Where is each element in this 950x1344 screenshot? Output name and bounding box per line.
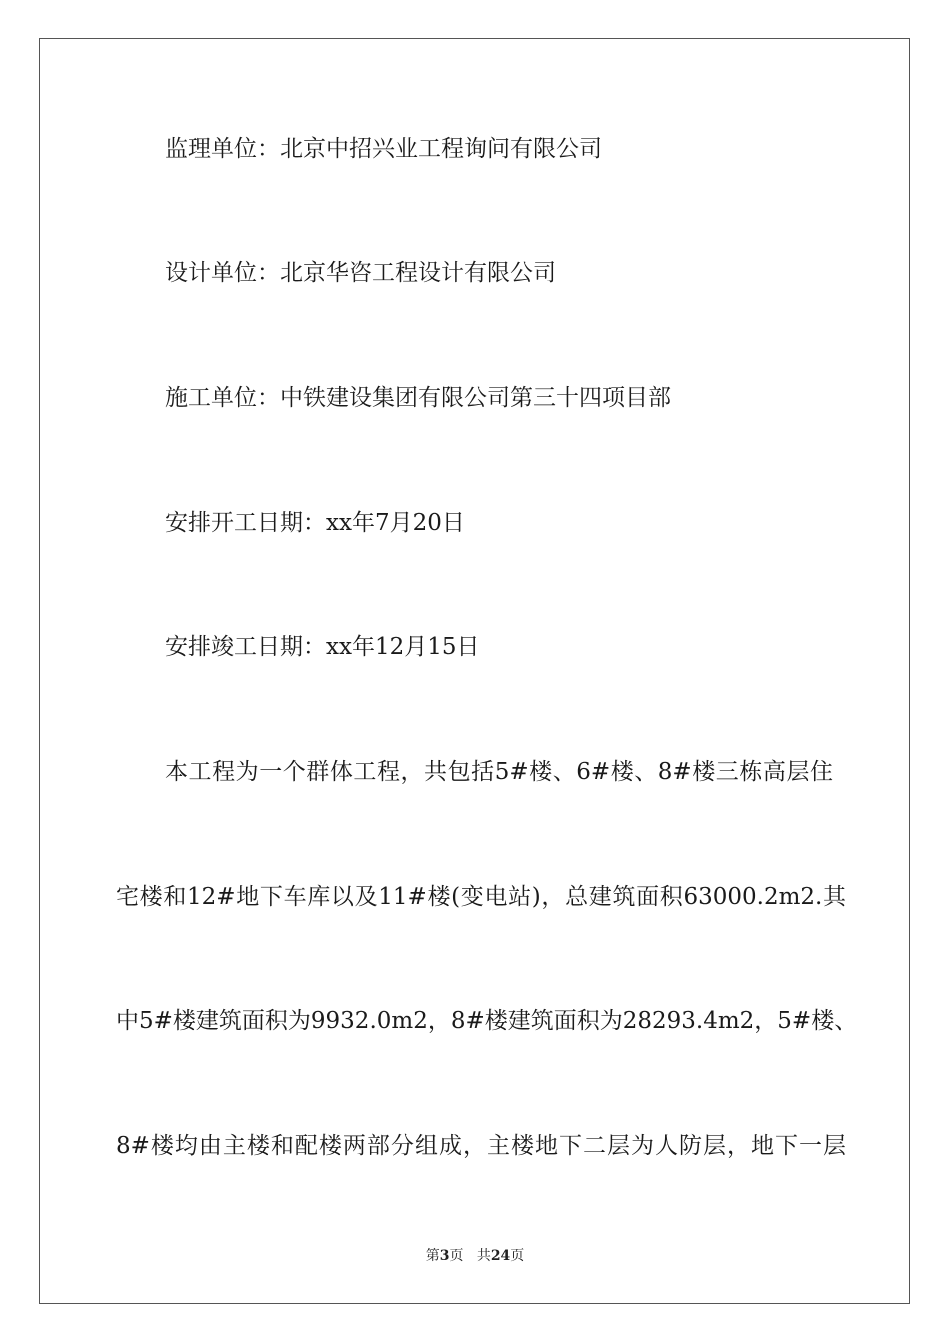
planned-start-date-line: 安排开工日期：xx年7月20日 <box>165 510 465 536</box>
planned-completion-date-line: 安排竣工日期：xx年12月15日 <box>165 634 480 660</box>
page-prefix: 第 <box>425 1248 440 1264</box>
total-prefix: 共 <box>476 1248 491 1264</box>
design-unit-line: 设计单位：北京华咨工程设计有限公司 <box>165 260 556 286</box>
total-page-count: 24 <box>490 1248 511 1264</box>
paragraph-line-2: 宅楼和12#地下车库以及11#楼(变电站)，总建筑面积63000.2m2.其 <box>116 884 846 910</box>
paragraph-line-4: 8#楼均由主楼和配楼两部分组成，主楼地下二层为人防层，地下一层 <box>116 1133 846 1159</box>
construction-unit-line: 施工单位：中铁建设集团有限公司第三十四项目部 <box>165 385 671 411</box>
supervision-unit-line: 监理单位：北京中招兴业工程询问有限公司 <box>165 136 602 162</box>
paragraph-line-3: 中5#楼建筑面积为9932.0m2，8#楼建筑面积为28293.4m2，5#楼、 <box>116 1008 858 1034</box>
total-suffix: 页 <box>510 1248 525 1264</box>
current-page-number: 3 <box>439 1248 450 1264</box>
page-suffix: 页 <box>449 1248 464 1264</box>
page-footer <box>0 1246 950 1266</box>
page-border <box>39 38 910 1304</box>
paragraph-line-1: 本工程为一个群体工程，共包括5#楼、6#楼、8#楼三栋高层住 <box>165 759 833 785</box>
